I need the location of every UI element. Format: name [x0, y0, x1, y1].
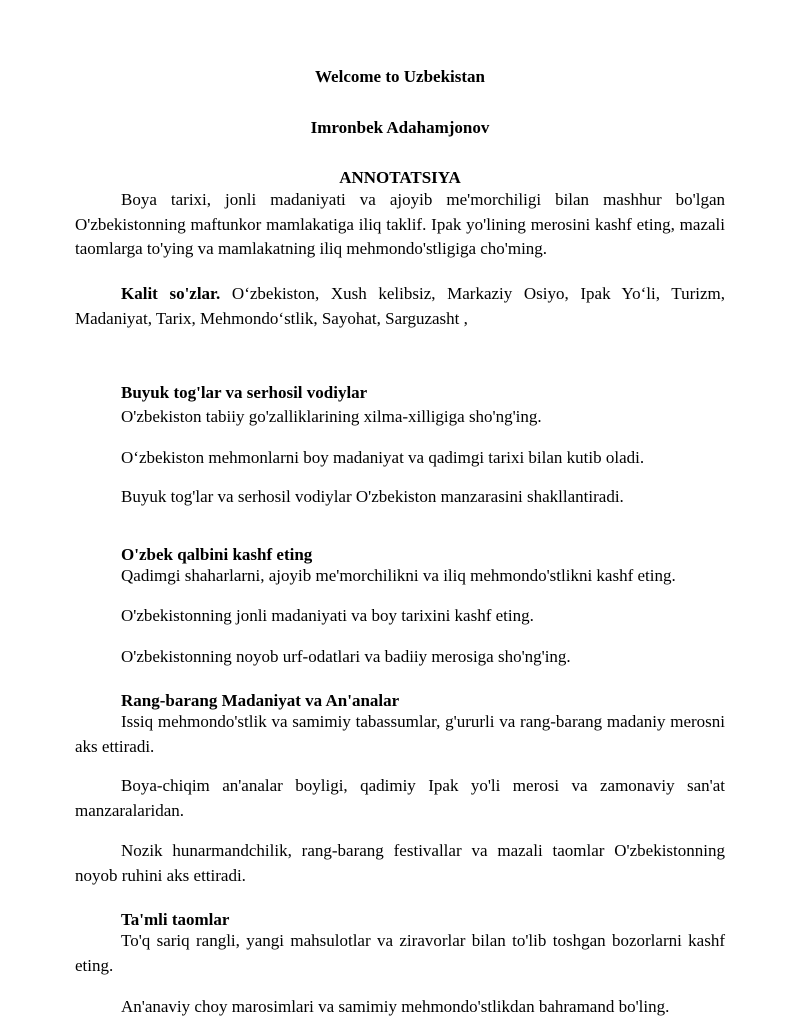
keywords-paragraph [75, 282, 725, 331]
abstract-heading: ANNOTATSIYA [339, 168, 461, 187]
section-paragraph: Buyuk tog'lar va serhosil vodiylar O'zbekiston manzarasini shakllantiradi. [121, 487, 624, 506]
section-heading: Buyuk tog'lar va serhosil vodiylar [121, 383, 368, 402]
section-paragraph: Issiq mehmondo'stlik va samimiy tabassumlar, g'ururli va rang-barang madaniy merosni aks ettiradi. [75, 712, 725, 756]
section-paragraph: Boya-chiqim an'analar boyligi, qadimiy Ipak yo'li merosi va zamonaviy san'at manzaralaridan. [75, 776, 725, 820]
section-paragraph: Qadimgi shaharlarni, ajoyib me'morchilikni va iliq mehmondo'stlikni kashf eting. [121, 566, 676, 585]
section-paragraph: O'zbekistonning jonli madaniyati va boy tarixini kashf eting. [121, 606, 534, 625]
author-name: Imronbek Adahamjonov [310, 118, 490, 137]
document-title: Welcome to Uzbekistan [315, 67, 485, 86]
section-paragraph: O‘zbekiston mehmonlarni boy madaniyat va qadimgi tarixi bilan kutib oladi. [121, 448, 645, 467]
keywords-text: O‘zbekiston, Xush kelibsiz, Markaziy Osiyo, Ipak Yo‘li, Turizm, Madaniyat, Tarix, Mehmondo‘stlik, Sayohat, Sarguzasht , [75, 284, 725, 328]
section-paragraph: Nozik hunarmandchilik, rang-barang festivallar va mazali taomlar O'zbekistonning noyob ruhini aks ettiradi. [75, 841, 725, 885]
section-paragraph: An'anaviy choy marosimlari va samimiy mehmondo'stlikdan bahramand bo'ling. [121, 997, 670, 1016]
section-heading: Ta'mli taomlar [121, 910, 230, 929]
section-paragraph: O'zbekiston tabiiy go'zalliklarining xilma-xilligiga sho'ng'ing. [121, 407, 542, 426]
section-heading: Rang-barang Madaniyat va An'analar [121, 691, 400, 710]
section-heading: O'zbek qalbini kashf eting [121, 545, 313, 564]
section-paragraph: O'zbekistonning noyob urf-odatlari va badiiy merosiga sho'ng'ing. [121, 647, 571, 666]
section-paragraph: To'q sariq rangli, yangi mahsulotlar va ziravorlar bilan to'lib toshgan bozorlarni kashf eting. [75, 931, 725, 975]
abstract-paragraph: Boya tarixi, jonli madaniyati va ajoyib me'morchiligi bilan mashhur bo'lgan O'zbekistonning maftunkor mamlakatiga iliq taklif. Ipak yo'lining merosini kashf eting, mazali taomlarga to'ying va mamlakatning iliq mehmondo'stligiga cho'ming. [75, 190, 725, 258]
keywords-label: Kalit so'zlar. [121, 284, 221, 303]
